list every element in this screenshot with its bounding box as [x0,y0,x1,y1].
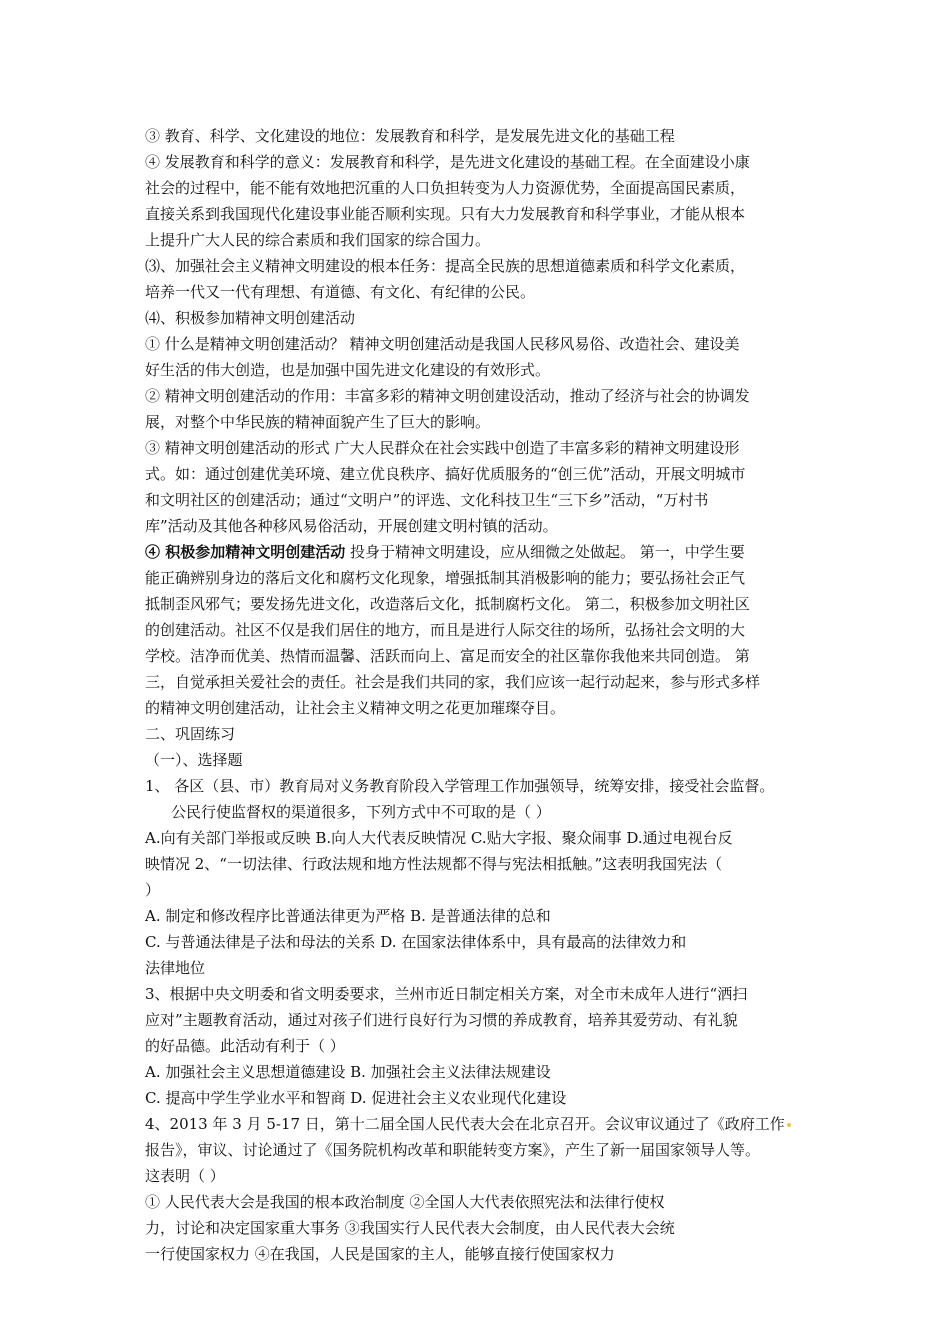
text-line: 直接关系到我国现代化建设事业能否顺利实现。只有大力发展教育和科学事业，才能从根本 [145,205,746,223]
text-line: 库”活动及其他各种移风易俗活动，开展创建文明村镇的活动。 [145,517,558,535]
text-line: 上提升广大人民的综合素质和我们国家的综合国力。 [145,231,491,249]
text-line: ⑶、加强社会主义精神文明建设的根本任务：提高全民族的思想道德素质和科学文化素质， [145,257,746,275]
bold-heading-rest: 投身于精神文明建设，应从细微之处做起。 第一，中学生要 [345,543,745,561]
question-line: 映情况 2、“一切法律、行政法规和地方性法规都不得与宪法相抵触。”这表明我国宪法（ [145,855,723,873]
question-line: ） [145,881,161,899]
text-line: ④ 发展教育和科学的意义：发展教育和科学，是先进文化建设的基础工程。在全面建设小康 [145,153,750,171]
question-line: 1、 各区（县、市）教育局对义务教育阶段入学管理工作加强领导，统筹安排，接受社会监督。 [145,777,775,795]
text-line: 能正确辨别身边的落后文化和腐朽文化现象，增强抵制其消极影响的能力；要弘扬社会正气 [145,569,746,587]
text-line: 三，自觉承担关爱社会的责任。社会是我们共同的家，我们应该一起行动起来，参与形式多样 [145,673,761,691]
bold-heading-line [145,539,810,565]
question-line: 这表明（ ） [145,1167,225,1185]
text-line: 抵制歪风邪气；要发扬先进文化，改造落后文化，抵制腐朽文化。 第二，积极参加文明社区 [145,595,750,613]
option-line: C. 与普通法律是子法和母法的关系 D. 在国家法律体系中，具有最高的法律效力和 [145,933,687,951]
question-line: 公民行使监督权的渠道很多，下列方式中不可取的是（ ） [171,803,551,821]
section-heading: ⑷、积极参加精神文明创建活动 [145,309,356,327]
text-line: 好生活的伟大创造，也是加强中国先进文化建设的有效形式。 [145,361,551,379]
question-line: 的好品德。此活动有利于（ ） [145,1037,345,1055]
option-line: A. 制定和修改程序比普通法律更为严格 B. 是普通法律的总和 [145,907,551,925]
text-line: 式。如：通过创建优美环境、建立优良秩序、搞好优质服务的“创三优”活动，开展文明城市 [145,465,746,483]
text-line: ② 精神文明创建活动的作用：丰富多彩的精神文明创建设活动，推动了经济与社会的协调发 [145,387,750,405]
highlight-dot [787,1123,791,1127]
option-line: 力，讨论和决定国家重大事务 ③我国实行人民代表大会制度，由人民代表大会统 [145,1219,675,1237]
section-heading: 二、巩固练习 [145,725,236,743]
text-line: 培养一代又一代有理想、有道德、有文化、有纪律的公民。 [145,283,536,301]
text-line: ③ 教育、科学、文化建设的地位：发展教育和科学，是发展先进文化的基础工程 [145,127,675,145]
question-line [145,1111,810,1137]
option-line: A. 加强社会主义思想道德建设 B. 加强社会主义法律法规建设 [145,1063,551,1081]
text-line: 的创建活动。社区不仅是我们居住的地方，而且是进行人际交往的场所，弘扬社会文明的大 [145,621,746,639]
text-line: 学校。洁净而优美、热情而温馨、活跃而向上、富足而安全的社区靠你我他来共同创造。 第 [145,647,750,665]
option-line: ① 人民代表大会是我国的根本政治制度 ②全国人大代表依照宪法和法律行使权 [145,1193,665,1211]
document-page [145,123,810,1267]
option-line: 法律地位 [145,959,206,977]
text-line: 展，对整个中华民族的精神面貌产生了巨大的影响。 [145,413,491,431]
subsection-heading: （一）、选择题 [145,751,243,769]
bold-heading: ④ 积极参加精神文明创建活动 [145,543,346,561]
option-line: 一行使国家权力 ④在我国，人民是国家的主人，能够直接行使国家权力 [145,1245,615,1263]
text-line: ③ 精神文明创建活动的形式 广大人民群众在社会实践中创造了丰富多彩的精神文明建设形 [145,439,740,457]
text-line: 和文明社区的创建活动；通过“文明户”的评选、文化科技卫生“三下乡”活动，“万村书 [145,491,709,509]
option-line: A.向有关部门举报或反映 B.向人大代表反映情况 C.贴大字报、聚众闹事 D.通过电视台反 [145,829,733,847]
text-line: ① 什么是精神文明创建活动？ 精神文明创建活动是我国人民移风易俗、改造社会、建设美 [145,335,740,353]
question-line: 报告》，审议、讨论通过了《国务院机构改革和职能转变方案》，产生了新一届国家领导人等。 [145,1141,761,1159]
question-line: 应对”主题教育活动，通过对孩子们进行良好行为习惯的养成教育，培养其爱劳动、有礼貌 [145,1011,738,1029]
text-line: 的精神文明创建活动，让社会主义精神文明之花更加璀璨夺目。 [145,699,566,717]
option-line: C. 提高中学生学业水平和智商 D. 促进社会主义农业现代化建设 [145,1089,567,1107]
text-line: 社会的过程中，能不能有效地把沉重的人口负担转变为人力资源优势，全面提高国民素质， [145,179,746,197]
question-line: 3、根据中央文明委和省文明委要求，兰州市近日制定相关方案，对全市未成年人进行“洒扫 [145,985,748,1003]
question-4-text: 4、2013 年 3 月 5-17 日，第十二届全国人民代表大会在北京召开。会议审议通过了《政府工作 [145,1115,785,1133]
